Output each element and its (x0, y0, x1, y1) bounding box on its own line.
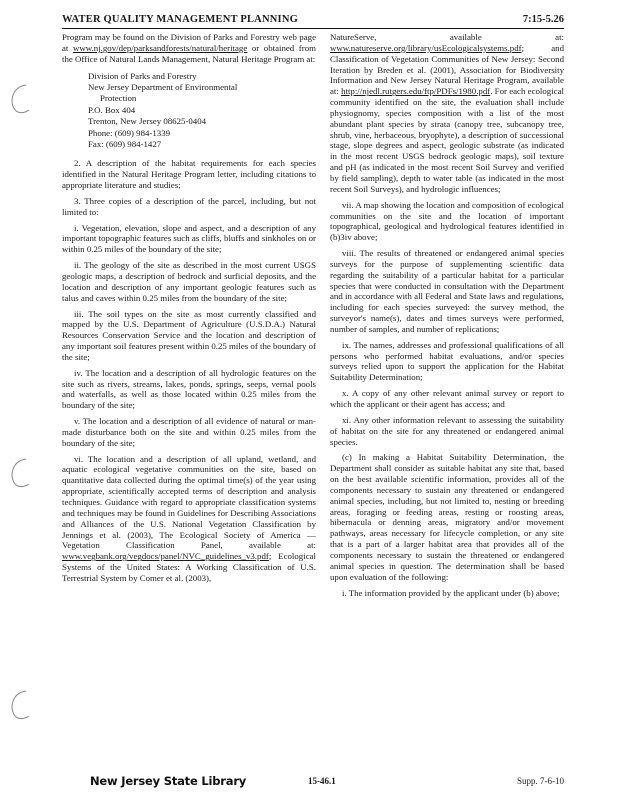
left-column (62, 32, 316, 589)
njedl-link[interactable]: http://njedl.rutgers.edu/ftp/PDFs/1980.pdf (341, 86, 491, 97)
paragraph-item-xi: xi. Any other information relevant to assessing the suitability of habitat on the site for any threatened or endangered animal species. (330, 414, 564, 447)
paragraph-c-item-i: i. The information provided by the applicant under (b) above; (342, 587, 560, 598)
paragraph-item-vii: vii. A map showing the location and composition of ecological communities on the site and the location of important topographical, geological and hydrological features identified in (b)3iv above; (330, 199, 564, 243)
right-column (330, 32, 564, 603)
address-line: P.O. Box 404 (88, 104, 136, 115)
running-header (62, 4, 564, 29)
paragraph-item-2: 2. A description of the habitat requirements for each species identified in the Natural Heritage Program letter, including citations to appropriate literature and studies; (62, 158, 316, 191)
vegbank-link[interactable]: www.vegbank.org/vegdocs/panel/NVC_guidelines_v3.pdf (62, 551, 269, 562)
paragraph-item-x: x. A copy of any other relevant animal survey or report to which the applicant or their agent has access; and (330, 388, 564, 409)
mailing-address-block (88, 71, 316, 151)
paragraph-item-v: v. The location and a description of all evidence of natural or man-made disturbance both on the site and within 0.25 miles from the boundary of the site; (62, 416, 316, 448)
address-fax: Fax: (609) 984-1427 (88, 138, 162, 149)
address-line: Division of Parks and Forestry (88, 70, 197, 81)
punch-hole-mark (6, 82, 32, 116)
paragraph-item-vi-continued: NatureServe, available at: www.natureserve.org/library/usEcologicalsystems.pdf; and Classification of Vegetation Communities of New Jersey: Second Iteration by Breden et al. (2001), Association for Biodiversity Information and New Jersey Natural Heritage Program, available at: http://njedl.rutgers.edu/ftp/PDFs/1980.pdf. For each ecological community identified on the site, the evaluation shall include physiognomy, species composition with a list of the most abundant plant species by strata (canopy tree, subcanopy tree, shrub, vine, herbaceous, bryophyte), a description of successional stage, slope degrees and aspect, geologic substrate (as indicated in the most recent USGS bedrock geologic maps), soil texture and pH (as indicated in the most recent Soil Survey and verified by field sampling), depth to water table (as indicated in the most recent Soil Surveys), and hydrologic influences; (330, 32, 564, 194)
paragraph-item-ix: ix. The names, addresses and professional qualifications of all persons who performed habitat evaluations, and/or species surveys relied upon to support the application for the Habitat Suitability Determination; (330, 339, 564, 383)
paragraph-item-viii: viii. The results of threatened or endangered animal species surveys for the purpose of supplementing scientific data regarding the suitability of a particular habitat for a particular species that were conducted in consultation with the Department and in accordance with all Federal and State laws and regulations, including for each species surveyed: the survey method, the surveyor's name(s), dates and times surveys were performed, number of samples, and number of replications; (330, 248, 564, 334)
page-footer (62, 776, 564, 790)
paragraph-item-iii: iii. The soil types on the site as most currently classified and mapped by the U.S. Department of Agriculture (U.S.D.A.) Natural Resources Conservation Service and the location and description of any important soil features present within 0.25 miles of the boundary of the site; (62, 308, 316, 362)
punch-hole-mark (6, 688, 32, 722)
paragraph-item-i: i. Vegetation, elevation, slope and aspect, and a description of any important topographic features such as cliffs, bluffs and sinkholes on or within 0.25 miles of the boundary of the site; (62, 222, 316, 255)
paragraph-subsection-c: (c) In making a Habitat Suitability Determination, the Department shall consider as suitable habitat any site that, based on the best available scientific information, provides all of the components necessary to sustain any threatened or endangered animal species, including, but not limited to, nesting or breeding areas, foraging or feeding areas, resting or roosting areas, hibernacula or denning areas, migratory and/or movement pathways, areas necessary for lifecycle completion, or any site that is a part of a larger habitat area that provides all of the components necessary to sustain the threatened or endangered animal species in question. The determination shall be based upon evaluation of the following: (330, 452, 564, 582)
punch-hole-mark (6, 456, 32, 490)
paragraph-item-iv: iv. The location and a description of all hydrologic features on the site such as rivers, streams, lakes, ponds, springs, seeps, vernal pools and waterfalls, as well as those located within 0.25 miles from the boundary of the site; (62, 367, 316, 411)
address-line: Trenton, New Jersey 08625-0404 (88, 116, 207, 127)
paragraph-program-intro: Program may be found on the Division of Parks and Forestry web page at www.nj.gov/dep/parksandforests/natural/heritage or obtained from the Office of Natural Lands Management, Natural Heritage Program at: (62, 32, 316, 64)
paragraph-item-3: 3. Three copies of a description of the parcel, including, but not limited to: (62, 195, 316, 217)
header-section-code: 7:15-5.26 (522, 14, 564, 25)
header-title: WATER QUALITY MANAGEMENT PLANNING (62, 14, 298, 25)
natureserve-link[interactable]: www.natureserve.org/library/usEcologicalsystems.pdf (330, 42, 522, 53)
library-stamp: New Jersey State Library (90, 774, 247, 788)
page-number: 15-46.1 (308, 776, 336, 786)
paragraph-item-vi: vi. The location and a description of all upland, wetland, and aquatic ecological vegetative communities on the site, based on quantitative data collected during the optimal time(s) of the year using appropriate, scientifically accepted terms of description and analysis techniques. Guidance with regard to appropriate classification systems and techniques may be found in Guidelines for Describing Associations and Alliances of the U.S. National Vegetation Classification by Jennings et al. (2003), The Ecological Society of America — Vegetation Classification Panel, available at: www.vegbank.org/vegdocs/panel/NVC_guidelines_v3.pdf; Ecological Systems of the United States: A Working Classification of U.S. Terrestrial System by Comer et al. (2003), (62, 453, 316, 583)
address-line: New Jersey Department of Environmental (88, 81, 238, 92)
address-phone: Phone: (609) 984-1339 (88, 127, 171, 138)
paragraph-item-ii: ii. The geology of the site as described in the most current USGS geologic maps, a description of bedrock and surficial deposits, and the location and description of any important geologic features such as talus and caves within 0.25 miles from the boundary of the site; (62, 260, 316, 303)
supplement-date: Supp. 7-6-10 (517, 776, 564, 786)
address-line: Protection (100, 93, 137, 104)
heritage-web-link[interactable]: www.nj.gov/dep/parksandforests/natural/heritage (72, 42, 248, 53)
